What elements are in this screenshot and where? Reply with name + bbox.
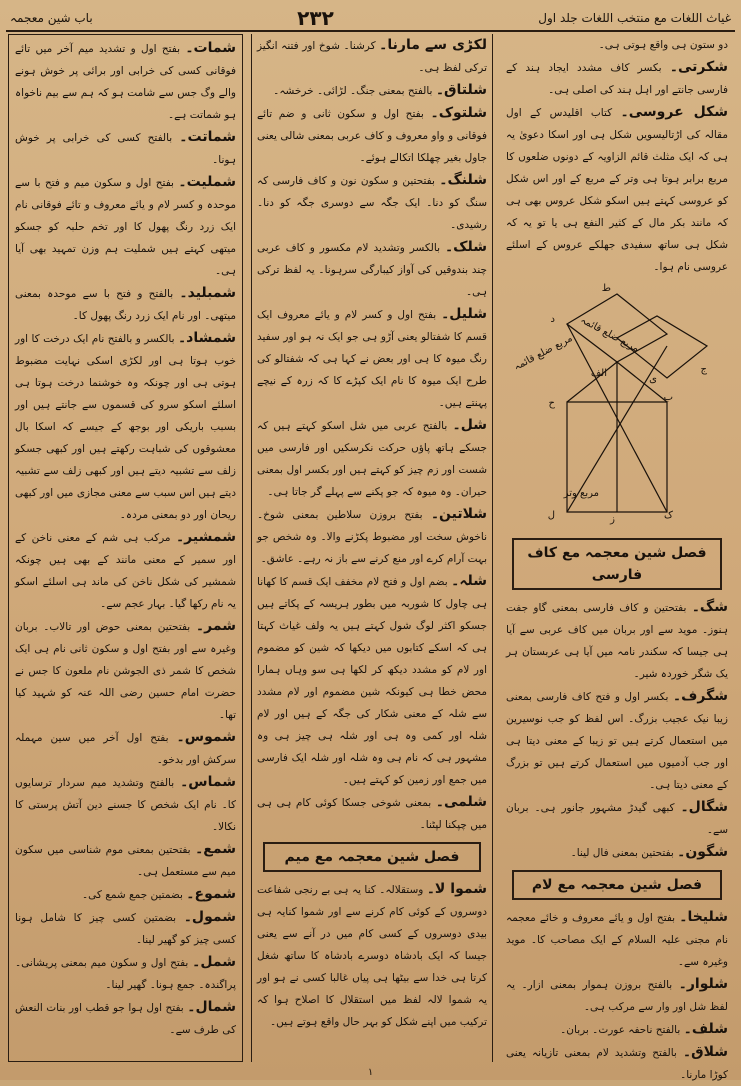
entry: شمول۔ بضمتین کسی چیز کا شامل ہونا کسی چیز کو گھیر لینا۔ (15, 909, 236, 946)
entry: شمر۔ بفتحتین بمعنی حوض اور تالاب۔ بربان وغیرہ سے اور بفتح اول و سکون ثانی نام ہی ایک شخص کا شمر ذی الجوشن نام ملعون کا جس نے حضرت امام حسین رضی اللہ عنہ کو شہید کیا تھا۔ (15, 618, 236, 721)
headword: شموا لا۔ (426, 881, 488, 897)
entry: شکرتی۔ بکسر کاف مشدد ایجاد ہند کے فارسی جانتے اور اہل ہند کی اصلی ہی۔ (506, 59, 728, 96)
label-y: ی (649, 374, 657, 385)
entry: شمع۔ بفتحتین بمعنی موم شناسی میں سکون میم سے مستعمل ہی۔ (15, 841, 236, 878)
headword: شلیل۔ (441, 306, 487, 322)
entry: شماس۔ بالفتح وتشدید میم سردار ترسایوں کا۔ نام ایک شخص کا جسنے دین آتش پرستی کا نکالا۔ (15, 774, 236, 833)
headword: شمبلید۔ (179, 285, 236, 301)
entry: شموع۔ بضمتین جمع شمع کی۔ (82, 886, 236, 902)
headword: شماس۔ (180, 774, 236, 790)
section-heading: فصل شین معجمہ مع کاف فارسی (512, 538, 722, 590)
entry: شمل۔ بفتح اول و سکون میم بمعنی پریشانی۔ پراگندہ۔ جمع ہونا۔ گھیر لینا۔ (15, 954, 236, 991)
label-b: ب (663, 392, 673, 403)
headword: شموع۔ (186, 886, 236, 902)
headword: شلاق۔ (682, 1044, 728, 1060)
headword: شگال۔ (680, 799, 728, 815)
headword: شمول۔ (183, 909, 236, 925)
headword: شمال۔ (187, 999, 236, 1015)
headword: شمشاد۔ (177, 330, 236, 346)
label-d: د (550, 314, 555, 325)
section-heading: فصل شین معجمہ مع میم (263, 842, 481, 872)
headword: شمل۔ (192, 954, 236, 970)
entry: شل۔ بالفتح عربی میں شل اسکو کہتے ہیں کہ جسکے ہاتھ پاؤں حرکت نکرسکیں اور فارسی میں شست اور زم چیز کو کہتے ہیں اور بکسر اول بمعنی حیران۔ وہ میوہ کہ جو پکنے سے پہلے گر جاتا ہی۔ (257, 417, 487, 498)
headword: شموس۔ (176, 729, 236, 745)
entry: شگون۔ بفتحتین بمعنی فال لینا۔ (570, 844, 728, 860)
entry: شگال۔ کبھی گیدڑ مشہور جانور ہی۔ بربان سے۔ (506, 799, 728, 836)
entry: شموا لا۔ وستقلالہ۔ کنا یہ ہی بے رنجی شفاعت دوسروں کے کوئی کام کرنے سے اور شموا کنایہ ہی بیدی دوسروں کے کسی کام میں در آنے سے یعنی جیسا کہ ایک بادشاہ دوسرے بادشاہ کا ساتھ شغل کرتا ہی خدا سے بیٹھا ہی پیاں غالبا کسی نے ہو اور یہ شموا لالہ لفظ میں استقلال کا اصلاح ہوا کہ ترکیب میں اپنے شکل کو بہر حال واقع ہوتے ہیں۔ (257, 881, 488, 1028)
label-a: الف (590, 368, 607, 379)
entry: شلیل۔ بفتح اول و کسر لام و یائے معروف ایک قسم کا شفتالو یعنی آڑو ہی جو ایک نہ ہو اور سفید رنگ میوہ کا ہی اور بعض نے کہا ہی کہ شفتالو کی طرح ایک میوہ کا نام ایک کپڑے کا کہ زرہ کے نیچے پہنتے ہیں۔ (257, 306, 487, 409)
headword: شمات۔ (185, 40, 236, 56)
entry: شماتت۔ بالفتح کسی کی خرابی پر خوش ہونا۔ (15, 129, 236, 166)
entry: شمبلید۔ بالفتح و فتح با سے موحدہ بمعنی میتھی۔ اور نام ایک زرد رنگ پھول کا۔ (15, 285, 236, 322)
entry: شموس۔ بفتح اول آخر میں سین مہملہ سرکش اور بدخو۔ (15, 729, 236, 766)
entry: شلیخا۔ بفتح اول و یائے معروف و خائے معجمہ نام مجنی علیہ السلام کے ایک مصاحب کا۔ موید وغیرہ سے۔ (506, 909, 728, 968)
header-book-title: غیاث اللغات مع منتخب اللغات جلد اول (538, 11, 731, 25)
headword: شل۔ (452, 417, 487, 433)
headword: شگ۔ (691, 599, 728, 615)
entry: شلاتین۔ بفتح بروزن سلاطین بمعنی شوخ۔ ناخوش سخت اور مضبوط پکڑنے والا۔ وہ شخص جو بہت آرام کرے اور منع کرنے سے باز نہ رہے۔ عاشق۔ (257, 506, 487, 565)
headword: شکرتی۔ (669, 59, 728, 75)
headword: شلوار۔ (678, 976, 728, 992)
pythagoras-diagram (507, 282, 727, 532)
headword: شمشیر۔ (175, 529, 236, 545)
label-h: ح (548, 398, 555, 409)
column-right (501, 34, 733, 1081)
headword: شگرف۔ (672, 688, 728, 704)
headword: شلیخا۔ (679, 909, 728, 925)
headword: شلتاق۔ (435, 82, 487, 98)
page-footer: ۱ (367, 1067, 374, 1078)
entry: شلف۔ بالفتح ناحفہ عورت۔ بربان۔ (560, 1021, 728, 1037)
headword: شلتوک۔ (430, 105, 487, 121)
headword: شماتت۔ (179, 129, 236, 145)
entry: لکڑی سے مارنا۔ کرشنا۔ شوخ اور فتنہ انگیز ترکی لفظ ہی۔ (257, 37, 488, 74)
section-heading: فصل شین معجمہ مع لام (512, 870, 722, 900)
headword: شکل عروسی۔ (620, 104, 729, 120)
entry: شملیت۔ بفتح اول و سکون میم و فتح با سے موحدہ و کسر لام و یائے معروف و تائے فوقانی نام ایک زرد رنگ پھول کا اور تخم حلبہ کو جسکو میتھی کہتے ہیں شملیت ہم وزن تمہید بھی آیا ہی۔ (15, 174, 236, 277)
entry: شلمی۔ بمعنی شوخی جسکا کوئی کام ہی ہی میں چپکنا لپٹنا۔ (257, 794, 487, 831)
entry: دو ستون ہی واقع ہوتی ہی۔ (598, 39, 728, 51)
column-left (8, 34, 243, 1062)
entry: شلوار۔ بالفتح بروزن ہموار بمعنی ازار۔ یہ لفظ شل اور وار سے مرکب ہی۔ (506, 976, 728, 1013)
entry: شلہ۔ بضم اول و فتح لام مخفف ایک قسم کا کھانا ہی چاول کا شوربہ میں بطور ہریسہ کے پکاتے ہیں جسکو اکثر لوگ شول کہتے ہیں یہ ولف غیاث کہتا ہی کہ اسکے کتابوں میں دیکھا کہ شین کو مضموم اور لام کو مشدد دیکھ کر لکھا ہی سو وہاں ہمارا محض خطا ہی کیونکہ شین مضموم اور لام مشدد سے شلہ کے معنی شکار کی جگہ کے ہیں اور لام شلہ اور کمی وہ ہی اور شلہ ہی چیز ہی وہ مشہور ہی کہ نام ہی وہ شلہ اور شلہ ایک فارسی میں جمع اور زمین کو کہتے ہیں۔ (257, 573, 487, 786)
label-right-square: مربع ضلع قائمہ (578, 314, 641, 355)
header-chapter: باب شین معجمہ (10, 11, 93, 25)
label-z: ز (610, 514, 615, 525)
headword: شلک۔ (444, 239, 487, 255)
entry: شکل عروسی۔ کتاب اقلیدس کے اول مقالہ کی اڑتالیسویں شکل ہی اور اسکا دعویٰ یہ ہی کہ ایک مثلث قائم الزاویہ کے دونوں ضلعوں کا مربع برابر ہوتا ہی وتر کے مربع کے اور اس شکل کو عروسی کہتے ہیں اسکو شکل عروس بھی ہی کہ مانند بکر مال کے کثیر النفع ہی یا تو یہ کہ شکل ہی ساتھ سفیدی جھلکے عروس کے اسلئے عروسی نام ہوا۔ (506, 104, 729, 273)
label-l: ل (547, 510, 555, 521)
label-k: ک (664, 510, 673, 521)
entry: شلک۔ بالکسر وتشدید لام مکسور و کاف عربی چند بندوقیں کی آواز کیبارگی سرہونا۔ یہ لفظ ترکی ہی۔ (257, 239, 487, 298)
entry: شلنگ۔ بفتحتین و سکون نون و کاف فارسی کہ سنگ کو دنا۔ ایک جگہ سے دوسری جگہ کو دنا۔ رشیدی۔ (257, 172, 487, 231)
headword: شگون۔ (677, 844, 728, 860)
headword: شلہ۔ (451, 573, 487, 589)
label-left-square: مربع ضلع قائمہ (512, 332, 575, 374)
entry: شلتوک۔ بفتح اول و سکون ثانی و ضم تائے فوقانی و واو معروف و کاف عربی بمعنی شالی یعنی جاول بغیر چھلکا اتکالے ہوئے۔ (257, 105, 487, 164)
entry: شگرف۔ بکسر اول و فتح کاف فارسی بمعنی زیبا نیک عجیب بزرگ۔ اس لفظ کو جب نوسیرین میں استعمال کرتے ہیں تو زیبا کے معنی دیتا ہی اور جب آدمیوں میں استعمال کرتے ہیں تو بزرگ کے معنی دیتا ہی۔ (506, 688, 728, 791)
headword: شلف۔ (683, 1021, 728, 1037)
headword: شملیت۔ (178, 174, 236, 190)
label-bottom-square: مربع وتر (563, 488, 599, 499)
column-middle (251, 34, 493, 1062)
label-top: ط (601, 283, 611, 294)
label-j: ج (700, 364, 707, 375)
headword: شمر۔ (195, 618, 236, 634)
headword: شلاتین۔ (430, 506, 487, 522)
headword: شلمی۔ (435, 794, 487, 810)
headword: لکڑی سے مارنا۔ (379, 37, 488, 53)
headword: شمع۔ (195, 841, 236, 857)
entry: شمات۔ بفتح اول و تشدید میم آخر میں تائے فوقانی کسی کی خرابی اور برائی پر خوش ہونے والے وگ جس سے شامت ہو کہ ہم سے بیم ناخواہ ہو شماتت ہے۔ (15, 40, 236, 121)
entry: شمشیر۔ مرکب ہی شم کے معنی ناخن کے اور سمیر کے معنی مانند کے بھی ہیں چونکہ شمشیر کی شکل ناخن کی ماند ہی اسلئے اسکو یہ نام رکھا گیا۔ بہار عجم سے۔ (15, 529, 236, 610)
entry: شمشاد۔ بالکسر و بالفتح نام ایک درخت کا اور خوب ہوتا ہی اور لکڑی اسکی نہایت مضبوط ہوتی ہی اور چونکہ وہ خوشنما درخت ہوتا ہی اسلئے اسکو سرو کی قسموں سے جانتے ہیں اور بسبب باریکی اور بوجھ کے جیسے کہ اسکا بال معشوقوں کی شباہت رکھتے ہیں اور کبھی جسکو زلف سے تشبیہ دیتے ہیں اور کبھی زلف سے تشبیہ دیتے ہیں اس سبب سے معنی مجازی میں اور کبھی ریحان اور دو بمعنی مردہ۔ (15, 330, 236, 521)
entry: شلتاق۔ بالفتح بمعنی جنگ۔ لڑائی۔ خرخشہ۔ (273, 82, 487, 98)
entry: شگ۔ بفتحتین و کاف فارسی بمعنی گاو جفت ہنوز۔ موید سے اور بربان میں کاف عربی سے آیا ہی جیسا کہ سکندر نامہ میں آیا ہی عربستان ہر یک شگر خوردہ شیر۔ (506, 599, 728, 680)
page-header (6, 6, 735, 32)
headword: شلنگ۔ (439, 172, 487, 188)
entry: شمال۔ بفتح اول ہوا جو قطب اور بنات النعش کی طرف سے۔ (15, 999, 236, 1036)
page-number: ۲۳۲ (297, 6, 334, 30)
entry: شلاق۔ بالفتح وتشدید لام بمعنی تازیانہ یعنی کوڑا مارنا۔ (506, 1044, 728, 1081)
